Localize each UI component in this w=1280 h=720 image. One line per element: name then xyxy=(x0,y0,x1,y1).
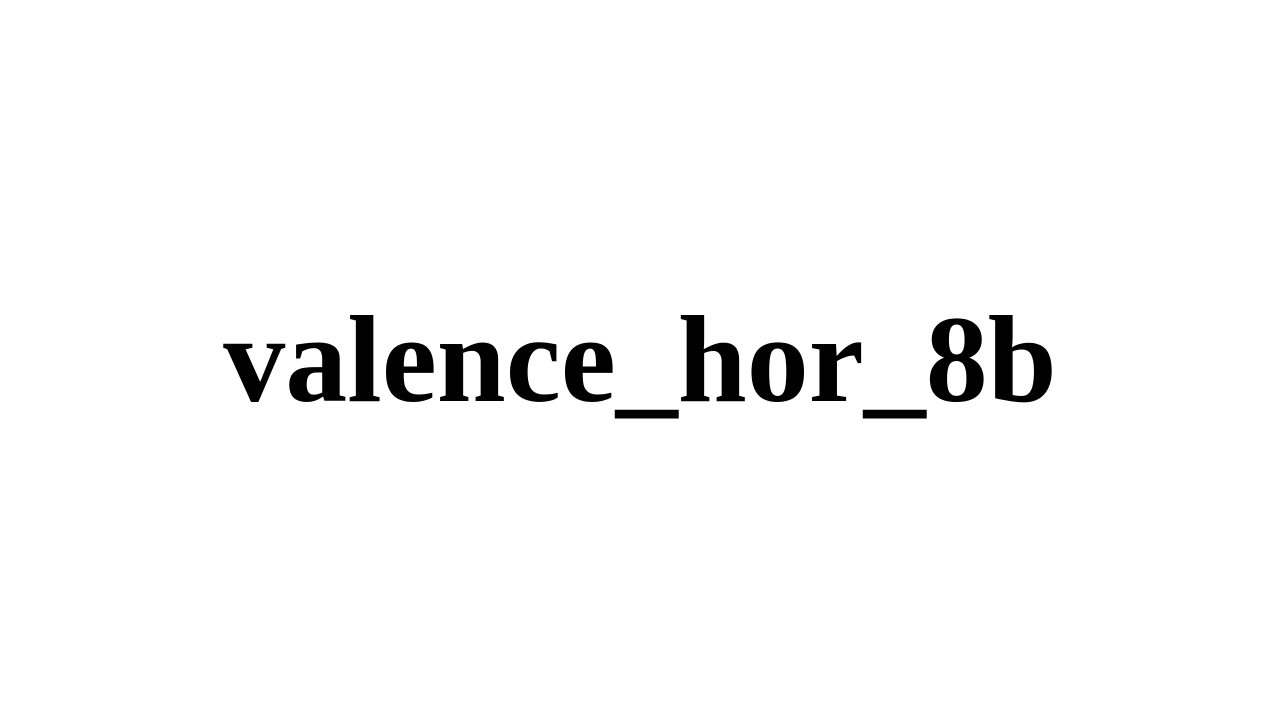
title-text: valence_hor_8b xyxy=(223,291,1057,428)
